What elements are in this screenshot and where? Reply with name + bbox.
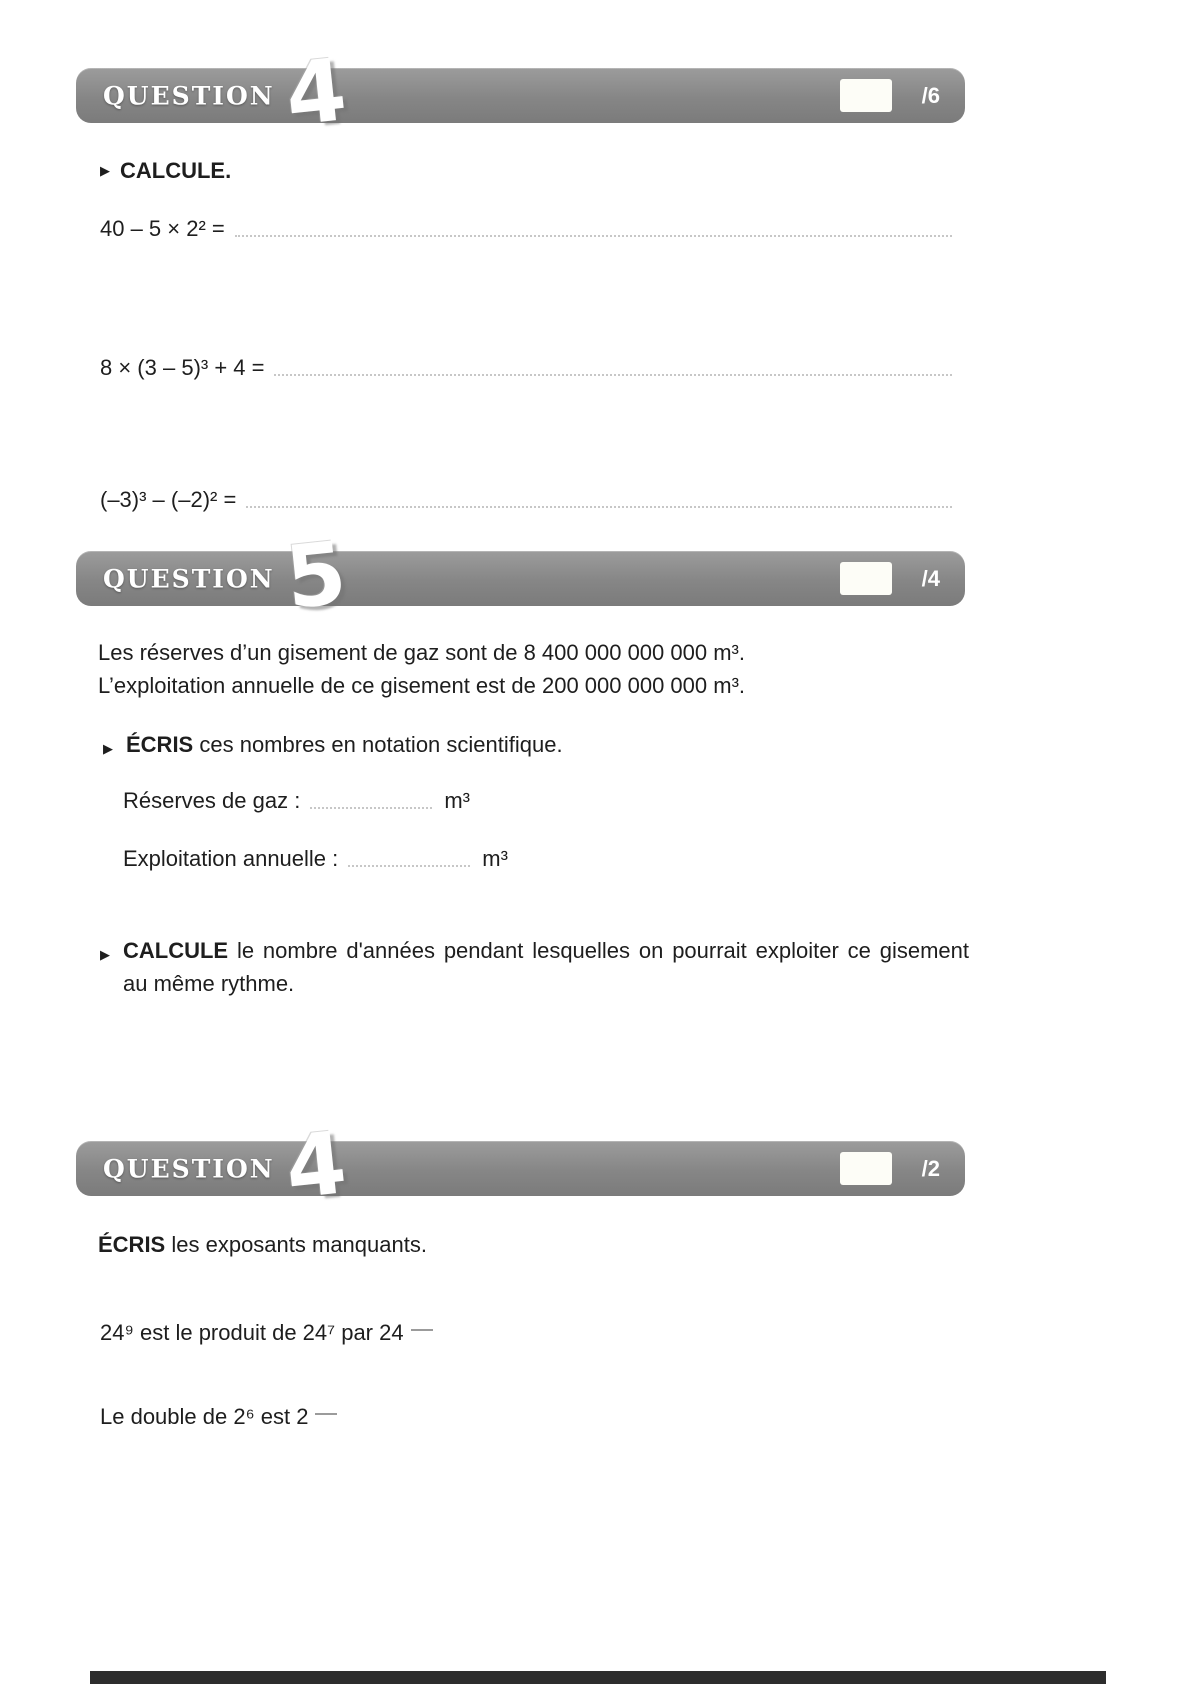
score-input-box[interactable]: [840, 79, 892, 112]
score-max: /6: [921, 82, 940, 108]
q5-calc-verb: CALCULE: [123, 938, 229, 963]
q5-calc-instruction: [100, 934, 969, 1000]
exponent-item-1: [100, 1320, 433, 1346]
q6-instruction-text: les exposants manquants.: [165, 1232, 427, 1257]
q5-ecris-verb: ÉCRIS: [126, 732, 194, 757]
item-text: Le double de 2⁶ est 2: [100, 1404, 309, 1429]
q5-calc-text: le nombre d'années pendant lesquelles on pourrait exploiter ce gisement au même rythme.: [123, 938, 969, 996]
score-input-box[interactable]: [840, 562, 892, 595]
triangle-bullet-icon: ▶: [103, 741, 113, 756]
question-banner-4b: [76, 1113, 965, 1219]
q5-ecris-text: ces nombres en notation scientifique.: [193, 732, 563, 757]
page-bottom-bar: [90, 1671, 1106, 1684]
calc-line-2: [100, 355, 952, 381]
expression-1: 40 – 5 × 2² =: [100, 216, 225, 241]
answer-blank-exploitation[interactable]: [348, 865, 470, 867]
question-banner-label: QUESTION: [103, 1154, 275, 1183]
q5-intro-line-1: Les réserves d’un gisement de gaz sont de 8 400 000 000 000 m³.: [98, 640, 745, 665]
q6-instruction-verb: ÉCRIS: [98, 1232, 166, 1257]
answer-blank-reserves[interactable]: [310, 807, 432, 809]
score-max: /2: [921, 1155, 940, 1181]
unit-label: m³: [482, 846, 508, 871]
answer-line-1[interactable]: [235, 235, 952, 237]
question-banner-label: QUESTION: [103, 564, 275, 593]
field-exploitation: [123, 846, 508, 872]
q4-instruction-verb: CALCULE.: [120, 158, 232, 183]
answer-line-2[interactable]: [274, 374, 952, 376]
exponent-blank-2[interactable]: [315, 1413, 337, 1415]
score-max: /4: [921, 565, 940, 591]
field-label: Réserves de gaz :: [123, 788, 301, 813]
field-label: Exploitation annuelle :: [123, 846, 339, 871]
unit-label: m³: [444, 788, 470, 813]
q5-ecris-instruction: [103, 728, 563, 761]
exponent-blank-1[interactable]: [411, 1329, 433, 1331]
q6-instruction: [98, 1232, 427, 1258]
question-banner-label: QUESTION: [103, 81, 275, 110]
q4-instruction: [100, 158, 231, 184]
question-banner-4: [76, 40, 965, 146]
calc-line-1: [100, 216, 952, 242]
item-text: 24⁹ est le produit de 24⁷ par 24: [100, 1320, 404, 1345]
question-number: 4: [281, 1113, 351, 1219]
expression-3: (–3)³ – (–2)² =: [100, 487, 237, 512]
question-number: 5: [281, 523, 351, 629]
q5-intro-line-2: L’exploitation annuelle de ce gisement est de 200 000 000 000 m³.: [98, 673, 746, 698]
answer-line-3[interactable]: [246, 506, 952, 508]
expression-2: 8 × (3 – 5)³ + 4 =: [100, 355, 265, 380]
question-number: 4: [281, 40, 351, 146]
question-banner-5: [76, 523, 965, 629]
exponent-item-2: [100, 1404, 337, 1430]
q5-intro: [98, 636, 745, 702]
triangle-bullet-icon: ▶: [100, 163, 110, 178]
triangle-bullet-icon: ▶: [100, 947, 110, 962]
calc-line-3: [100, 487, 952, 513]
field-reserves: [123, 788, 470, 814]
score-input-box[interactable]: [840, 1152, 892, 1185]
